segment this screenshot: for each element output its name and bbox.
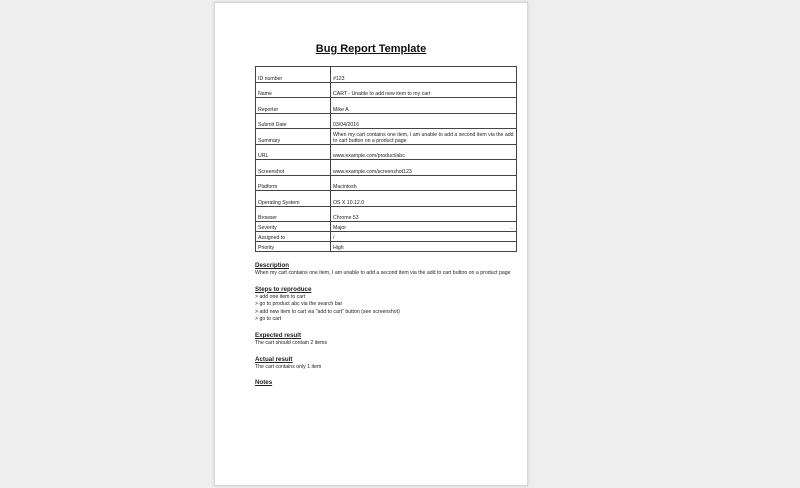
field-label: Operating System (256, 191, 331, 207)
table-row (256, 144, 517, 160)
list-item[interactable]: > add new item to cart via "add to cart" button (see screenshot) (255, 308, 400, 315)
table-row (256, 206, 517, 222)
field-label: Screenshot (256, 160, 331, 176)
field-label: Submit Date (256, 113, 331, 129)
section-heading: Actual result (255, 355, 293, 363)
notes-section (255, 378, 519, 387)
field-value[interactable]: / (331, 232, 517, 242)
table-row (256, 129, 517, 145)
field-label: ID number (256, 67, 331, 83)
field-value[interactable]: www.example.com/product/abc (331, 144, 517, 160)
field-value[interactable]: OS X 10.12.0 (331, 191, 517, 207)
table-row (256, 175, 517, 191)
field-label: Assigned to (256, 232, 331, 242)
document-page (214, 2, 528, 486)
field-value[interactable]: #123 (331, 67, 517, 83)
table-row (256, 222, 517, 232)
table-row (256, 82, 517, 98)
field-value[interactable]: www.example.com/screenshot123 (331, 160, 517, 176)
list-item[interactable]: > go to product abc via the search bar (255, 301, 343, 308)
table-row (256, 160, 517, 176)
section-heading: Description (255, 262, 290, 269)
table-row (256, 232, 517, 242)
expected-text[interactable]: The cart should contain 2 items (255, 339, 328, 346)
list-item[interactable]: > go to cart (255, 316, 282, 323)
bug-info-table (255, 66, 517, 252)
field-value[interactable]: CART - Unable to add new item to my cart (331, 82, 517, 98)
field-label: Name (256, 82, 331, 98)
list-item[interactable]: > add one item to cart (255, 293, 306, 300)
field-label: Priority (256, 242, 331, 252)
actual-section (255, 355, 519, 372)
field-value[interactable]: High (331, 242, 517, 252)
report-sections (255, 261, 519, 394)
description-text[interactable]: When my cart contains one item, I am unable to add a second item via the add to cart button on a product page (255, 270, 511, 276)
field-label: Browser (256, 206, 331, 222)
table-row (256, 98, 517, 114)
table-row (256, 242, 517, 252)
field-value[interactable]: Chrome 53 (331, 206, 517, 222)
actual-text[interactable]: The cart contains only 1 item (255, 363, 322, 370)
section-heading: Steps to reproduce (255, 285, 312, 293)
field-value[interactable]: When my cart contains one item, I am unable to add a second item via the add to cart button on a product page (331, 129, 517, 145)
field-value[interactable]: 03/04/2016 (331, 113, 517, 129)
chevron-down-icon[interactable]: ⌄ (509, 225, 514, 231)
severity-value: Major (333, 225, 346, 231)
field-label: URL (256, 144, 331, 160)
table-row (256, 113, 517, 129)
field-label: Severity (256, 222, 331, 232)
expected-section (255, 331, 519, 348)
description-section (255, 261, 519, 278)
table-row (256, 67, 517, 83)
section-heading: Notes (255, 379, 273, 387)
severity-dropdown[interactable] (331, 222, 517, 232)
section-heading: Expected result (255, 331, 302, 339)
field-label: Reporter (256, 98, 331, 114)
page-title: Bug Report Template (315, 43, 427, 55)
field-value[interactable]: Macintosh (331, 175, 517, 191)
steps-section (255, 285, 519, 324)
field-label: Platform (256, 175, 331, 191)
field-value[interactable]: Mike A (331, 98, 517, 114)
field-label: Summary (256, 129, 331, 145)
table-row (256, 191, 517, 207)
